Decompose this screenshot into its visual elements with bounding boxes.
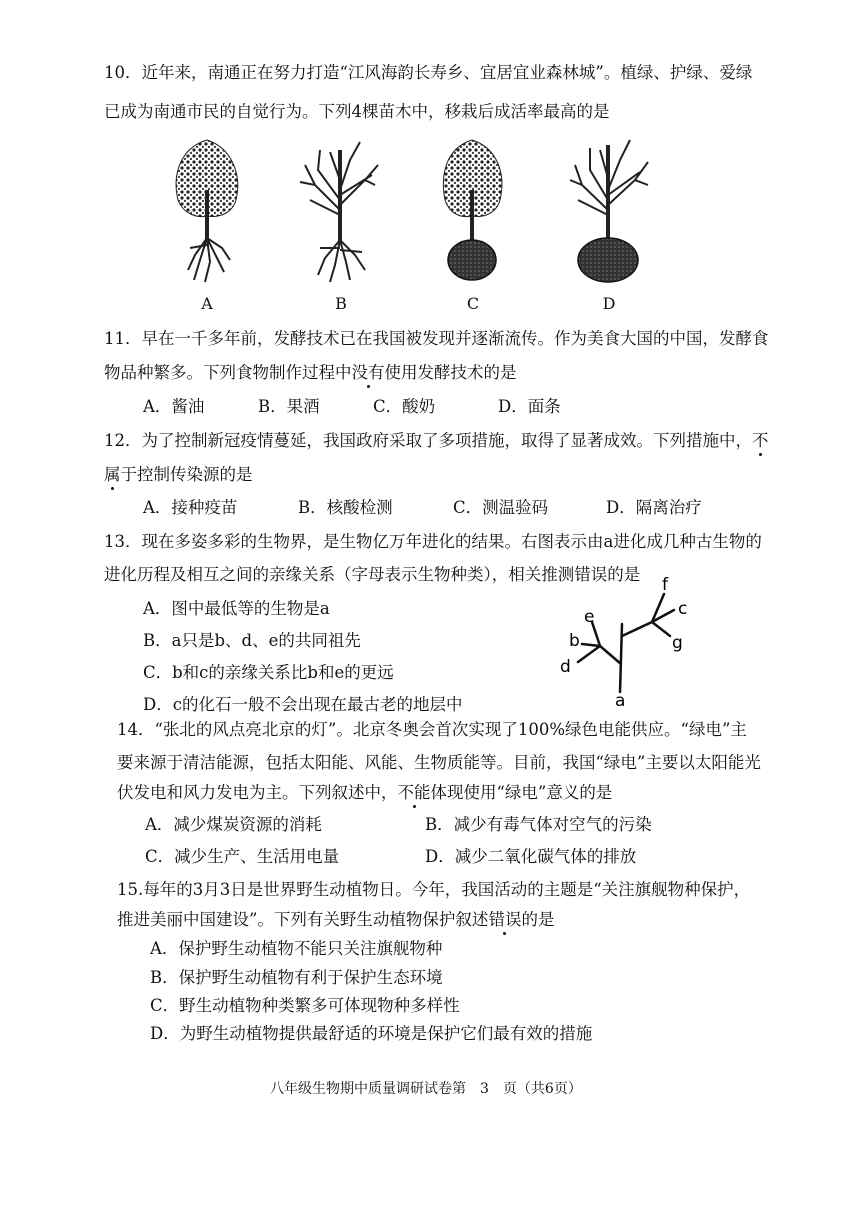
- q12-line1-text: 12．为了控制新冠疫情蔓延，我国政府采取了多项措施，取得了显著成效。下列措施中，: [104, 431, 752, 450]
- q14-option-a: A．减少煤炭资源的消耗: [145, 815, 322, 834]
- q11-line2-text: 物品种繁多。下列食物制作过程中: [104, 363, 352, 382]
- q12-line2-text: 于控制传染源的是: [120, 465, 253, 484]
- tree-label-b: b: [569, 631, 580, 651]
- q10-line1: 10．近年来，南通正在努力打造“江风海韵长寿乡、宜居宜业森林城”。植绿、护绿、爱绿: [104, 63, 753, 82]
- tree-label-f: f: [662, 575, 668, 595]
- q12-line2: [104, 464, 253, 486]
- tree-branch-b: [582, 644, 600, 646]
- tree-branch-left: [600, 646, 621, 664]
- q11-emphasis: 没有: [351, 363, 385, 382]
- tree-branch-d: [578, 646, 600, 662]
- seedling-label-a: A: [201, 294, 213, 313]
- tree-label-c: c: [678, 599, 688, 619]
- q15-line2-text-end: 的是: [521, 910, 555, 929]
- q13-option-d: D．c的化石一般不会出现在最古老的地层中: [143, 695, 463, 714]
- tree-branch-g: [652, 622, 670, 636]
- q14-line1: 14．“张北的风点亮北京的灯”。北京冬奥会首次实现了100%绿色电能供应。“绿电”主: [117, 720, 747, 739]
- seedling-label-c: C: [466, 294, 480, 313]
- tree-label-d: d: [560, 657, 571, 677]
- q14-option-c: C．减少生产、生活用电量: [145, 847, 340, 866]
- q10-line2: 已成为南通市民的自觉行为。下列4棵苗木中，移栽后成活率最高的是: [104, 102, 610, 121]
- seedling-c: [443, 140, 502, 280]
- q14-line3-text-end: 体现使用“绿电”意义的是: [430, 783, 613, 802]
- seedling-label-b: B: [335, 294, 347, 313]
- q13-line2: 进化历程及相互之间的亲缘关系（字母表示生物种类），相关推测错误的是: [104, 565, 641, 584]
- page-footer: 八年级生物期中质量调研试卷第 3 页（共6页）: [270, 1081, 582, 1097]
- q13-option-b: B．a只是b、d、e的共同祖先: [143, 631, 361, 650]
- q12-emphasis-1: 不: [752, 431, 769, 450]
- seedling-a: [176, 140, 238, 282]
- q13-option-a: A．图中最低等的生物是a: [143, 599, 330, 618]
- seedling-d: [570, 140, 648, 282]
- q11-line2-text-end: 使用发酵技术的是: [384, 363, 517, 382]
- q12-line1: [104, 430, 769, 452]
- q12-emphasis-2: 属: [104, 465, 121, 484]
- q15-option-d: D．为野生动植物提供最舒适的环境是保护它们最有效的措施: [150, 1024, 593, 1043]
- q11-option-a: A．酱油: [143, 397, 205, 416]
- tree-trunk: [620, 624, 622, 692]
- seedlings-figure: [150, 130, 670, 290]
- q15-line2-text: 推进美丽中国建设”。下列有关野生动植物保护叙述: [117, 910, 489, 929]
- tree-label-e: e: [584, 607, 595, 627]
- seedling-label-d: D: [602, 294, 616, 313]
- evolution-tree: [552, 574, 702, 714]
- q12-option-a: A．接种疫苗: [143, 498, 238, 517]
- q13-option-c: C．b和c的亲缘关系比b和e的更远: [143, 663, 394, 682]
- q11-line2: [104, 362, 517, 384]
- q11-line1: 11．早在一千多年前，发酵技术已在我国被发现并逐渐流传。作为美食大国的中国，发酵食: [104, 329, 769, 348]
- tree-label-g: g: [672, 633, 683, 653]
- tree-label-a: a: [615, 691, 626, 711]
- q14-option-b: B．减少有毒气体对空气的污染: [425, 815, 652, 834]
- tree-branch-right: [622, 622, 652, 636]
- seedling-b: [300, 142, 378, 282]
- q14-emphasis: 不能: [397, 783, 431, 802]
- q15-line2: [117, 909, 554, 931]
- q14-option-d: D．减少二氧化碳气体的排放: [425, 847, 637, 866]
- q15-line1: 15.每年的3月3日是世界野生动植物日。今年，我国活动的主题是“关注旗舰物种保护，: [117, 880, 751, 899]
- q11-option-b: B．果酒: [258, 397, 320, 416]
- q14-line3-text: 伏发电和风力发电为主。下列叙述中，: [117, 783, 398, 802]
- q15-emphasis: 错误: [488, 910, 522, 929]
- q13-line1: 13．现在多姿多彩的生物界，是生物亿万年进化的结果。右图表示由a进化成几种古生物的: [104, 532, 762, 551]
- q11-option-c: C．酸奶: [373, 397, 436, 416]
- q15-option-a: A．保护野生动植物不能只关注旗舰物种: [150, 939, 443, 958]
- q15-option-c: C．野生动植物种类繁多可体现物种多样性: [150, 996, 460, 1015]
- q12-option-d: D．隔离治疗: [606, 498, 702, 517]
- q12-option-c: C．测温验码: [453, 498, 549, 517]
- q12-option-b: B．核酸检测: [298, 498, 393, 517]
- q14-line2: 要来源于清洁能源，包括太阳能、风能、生物质能等。目前，我国“绿电”主要以太阳能光: [117, 753, 761, 772]
- q14-line3: [117, 782, 612, 804]
- q11-option-d: D．面条: [498, 397, 561, 416]
- q15-option-b: B．保护野生动植物有利于保护生态环境: [150, 968, 443, 987]
